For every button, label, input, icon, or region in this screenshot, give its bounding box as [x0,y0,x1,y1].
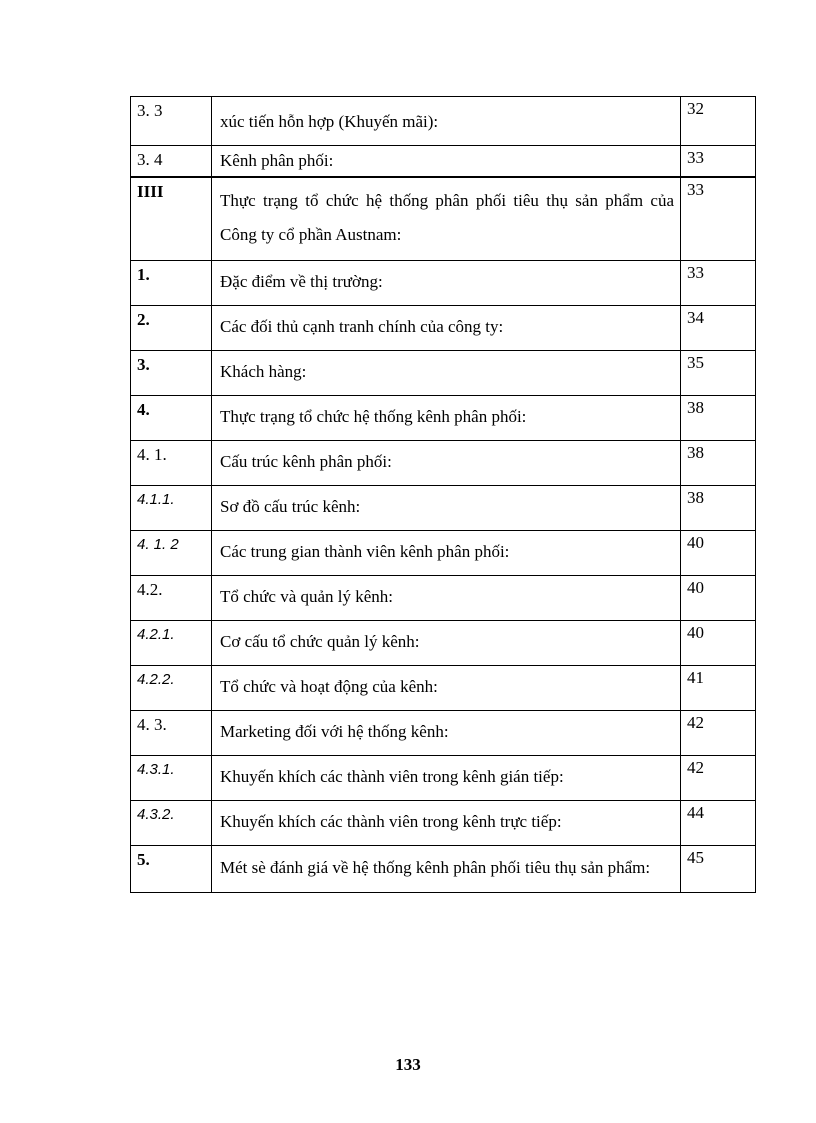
toc-page: 38 [681,486,756,531]
toc-title: Khách hàng: [212,351,681,396]
toc-number: 2. [131,306,212,351]
toc-number: 4. [131,396,212,441]
table-row [131,756,756,801]
page-number: 133 [395,1055,421,1074]
toc-title: Tổ chức và quản lý kênh: [212,576,681,621]
toc-page: 41 [681,666,756,711]
toc-number: 4. 1. 2 [131,531,212,576]
table-row [131,711,756,756]
toc-title: Cấu trúc kênh phân phối: [212,441,681,486]
toc-page: 35 [681,351,756,396]
toc-number: 1. [131,261,212,306]
toc-number: 4.3.1. [131,756,212,801]
table-row [131,531,756,576]
toc-number: 5. [131,846,212,893]
toc-page: 40 [681,531,756,576]
table-row [131,306,756,351]
table-row [131,351,756,396]
table-row [131,177,756,261]
toc-page: 34 [681,306,756,351]
table-row [131,396,756,441]
toc-table [130,96,756,893]
toc-title: Thực trạng tổ chức hệ thống kênh phân phối: [212,396,681,441]
toc-page: 32 [681,97,756,146]
table-row [131,801,756,846]
table-row [131,846,756,893]
toc-title: Tổ chức và hoạt động của kênh: [212,666,681,711]
toc-title: Sơ đồ cấu trúc kênh: [212,486,681,531]
toc-title: Cơ cấu tổ chức quản lý kênh: [212,621,681,666]
toc-number: IIII [131,177,212,261]
table-row [131,261,756,306]
toc-page: 44 [681,801,756,846]
toc-page: 38 [681,441,756,486]
toc-number: 4. 1. [131,441,212,486]
table-row [131,666,756,711]
toc-page: 40 [681,576,756,621]
toc-page: 42 [681,711,756,756]
toc-title: Marketing đối với hệ thống kênh: [212,711,681,756]
toc-title: Kênh phân phối: [212,146,681,178]
toc-page: 33 [681,177,756,261]
toc-number: 3. 4 [131,146,212,178]
toc-page: 42 [681,756,756,801]
toc-number: 4.3.2. [131,801,212,846]
toc-number: 3. 3 [131,97,212,146]
toc-title: xúc tiến hỗn hợp (Khuyến mãi): [212,97,681,146]
toc-title: Thực trạng tổ chức hệ thống phân phối tiêu thụ sản phẩm của Công ty cổ phần Austnam: [212,177,681,261]
toc-number: 4.2. [131,576,212,621]
table-row [131,486,756,531]
table-row [131,576,756,621]
toc-title: Các đối thủ cạnh tranh chính của công ty: [212,306,681,351]
table-row [131,621,756,666]
toc-number: 4. 3. [131,711,212,756]
toc-page: 45 [681,846,756,893]
toc-page: 38 [681,396,756,441]
toc-title: Đặc điểm về thị trường: [212,261,681,306]
toc-title: Mét sè đánh giá về hệ thống kênh phân phối tiêu thụ sản phẩm: [212,846,681,893]
toc-number: 4.2.1. [131,621,212,666]
toc-title: Khuyến khích các thành viên trong kênh trực tiếp: [212,801,681,846]
toc-page: 33 [681,261,756,306]
toc-number: 3. [131,351,212,396]
toc-title: Các trung gian thành viên kênh phân phối: [212,531,681,576]
toc-number: 4.1.1. [131,486,212,531]
toc-number: 4.2.2. [131,666,212,711]
toc-title: Khuyến khích các thành viên trong kênh gián tiếp: [212,756,681,801]
table-row [131,146,756,178]
table-row [131,441,756,486]
toc-page: 40 [681,621,756,666]
toc-page: 33 [681,146,756,178]
table-row [131,97,756,146]
